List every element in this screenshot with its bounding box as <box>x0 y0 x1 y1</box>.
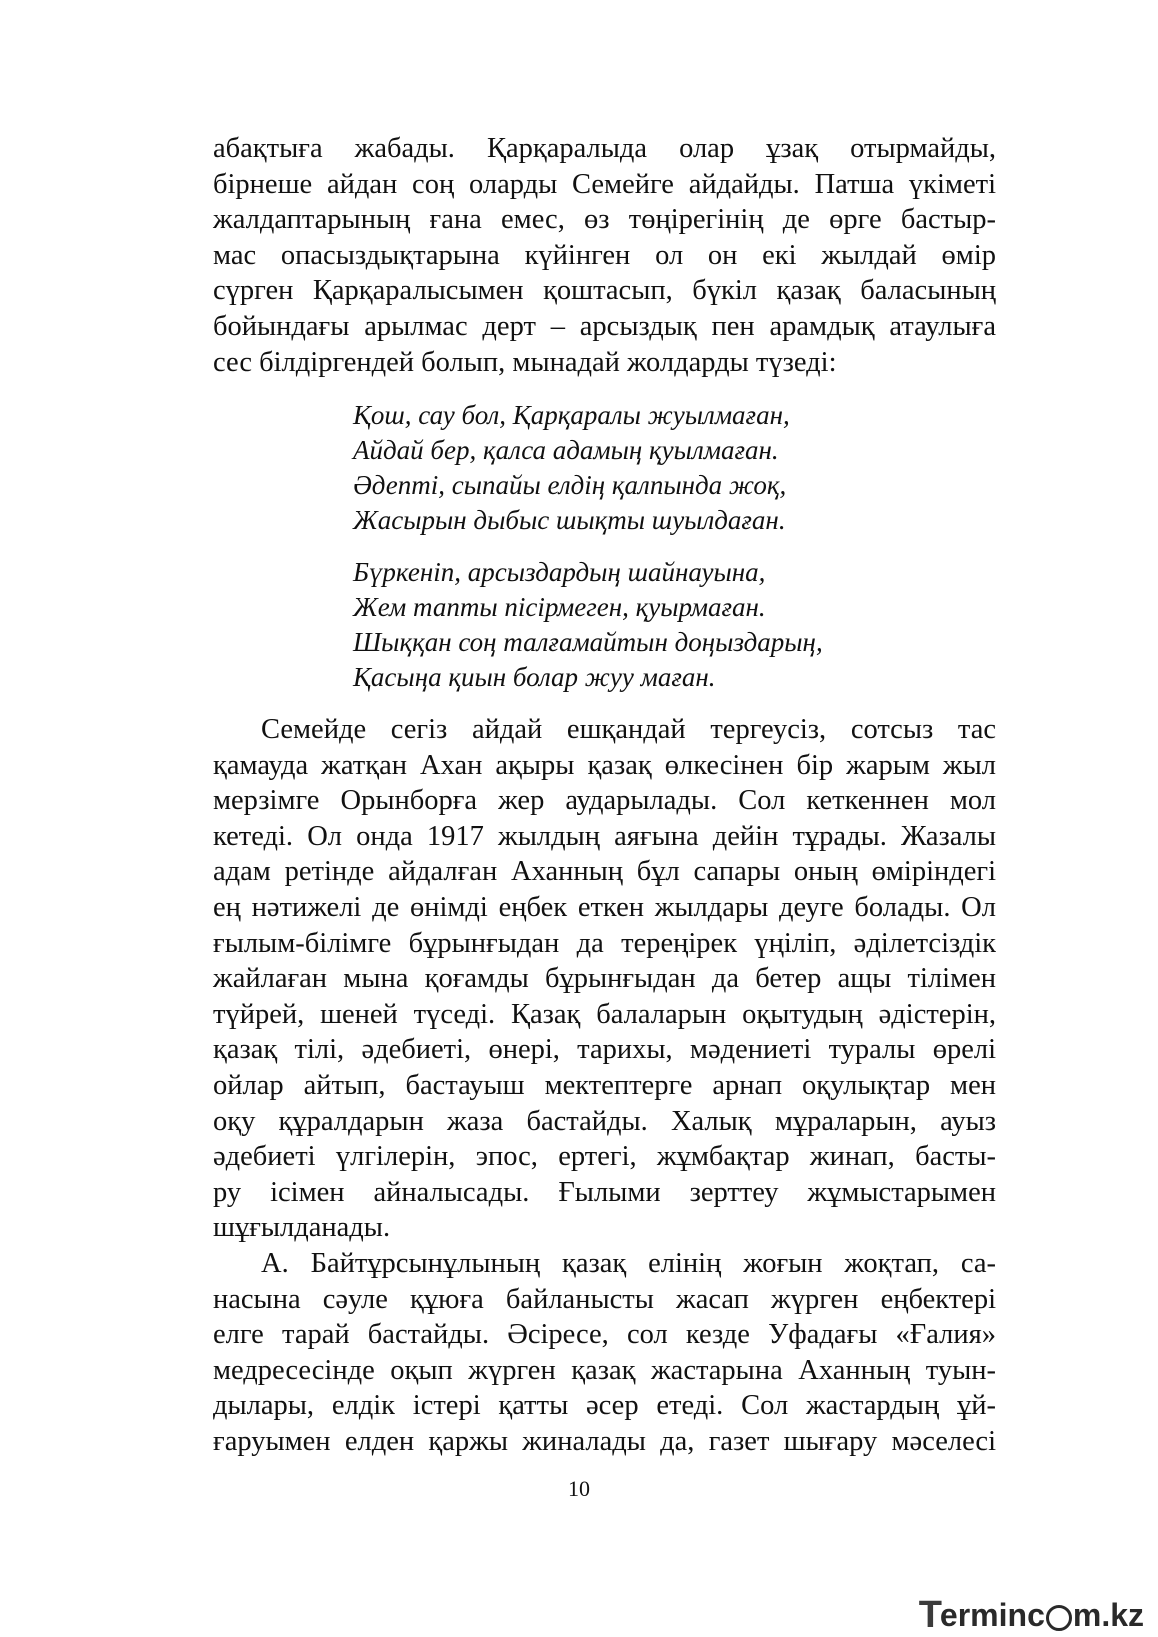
text-line: әдебиеті үлгілерін, эпос, ертегі, жұмбақтар жинап, басты- <box>213 1141 996 1173</box>
text-line: ең нәтижелі де өнімді еңбек еткен жылдары деуге болады. Ол <box>213 891 996 923</box>
text-line: адам ретінде айдалған Аханның бұл сапары оның өміріндегі <box>213 856 996 888</box>
page-number: 10 <box>568 1476 590 1501</box>
text-line: сүрген Қарқаралысымен қоштасып, бүкіл қазақ баласының <box>213 275 996 307</box>
text-line: дылары, елдік істері қатты әсер етеді. Сол жастардың ұй- <box>213 1390 996 1422</box>
text-line: абақтыға жабады. Қарқаралыда олар ұзақ отырмайды, <box>213 133 996 164</box>
watermark-logo <box>919 1594 1144 1637</box>
text-line: ғылым-білімге бұрынғыдан да тереңірек үңіліп, әділетсіздік <box>213 927 996 959</box>
watermark-suffix: m.kz <box>1072 1597 1144 1633</box>
paragraph-2 <box>213 712 996 1246</box>
watermark-prefix: T <box>918 1594 942 1636</box>
text-line: ру ісімен айналысады. Ғылыми зерттеу жұмыстарымен <box>213 1176 996 1208</box>
poem-line: Шыққан соң талғамайтын доңыздарың, <box>353 627 823 657</box>
text-line: оқу құралдарын жаза бастайды. Халық мұраларын, ауыз <box>213 1105 996 1137</box>
text-line: жалдаптарының ғана емес, өз төңірегінің де өрге бастыр- <box>213 204 996 236</box>
text-line: қазақ тілі, әдебиеті, өнері, тарихы, мәдениеті туралы өрелі <box>213 1034 996 1066</box>
poem-stanza-1 <box>353 398 913 538</box>
paragraph-3 <box>213 1246 996 1460</box>
text-line: ойлар айтып, бастауыш мектептерге арнап оқулықтар мен <box>213 1069 996 1101</box>
poem-line: Бүркеніп, арсыздардың шайнауына, <box>353 557 766 587</box>
text-line: қамауда жатқан Ахан ақыры қазақ өлкесінен бір жарым жыл <box>213 749 996 781</box>
poem-line: Жасырын дыбыс шықты шуылдаған. <box>353 505 786 535</box>
poem-line: Қасыңа қиын болар жуу маған. <box>353 662 716 692</box>
poem-line: Жем тапты пісірмеген, қуырмаған. <box>353 592 766 622</box>
text-line: медресесінде оқып жүрген қазақ жастарына Аханның туын- <box>213 1354 996 1386</box>
text-line: бойындағы арылмас дерт – арсыздық пен арамдық атаулыға <box>213 310 996 342</box>
text-line: түйрей, шеней түседі. Қазақ балаларын оқытудың әдістерін, <box>213 998 996 1030</box>
poem-line: Айдай бер, қалса адамың қуылмаған. <box>353 435 779 465</box>
text-line: насына сәуле құюға байланысты жасап жүрген еңбектері <box>213 1283 996 1315</box>
text-line: елге тарай бастайды. Әсіресе, сол кезде Уфадағы «Ғалия» <box>213 1319 996 1351</box>
magnifier-icon <box>1046 1605 1072 1631</box>
text-line: Семейде сегіз айдай ешқандай тергеусіз, сотсыз тас <box>261 714 996 745</box>
text-line: бірнеше айдан соң оларды Семейге айдайды. Патша үкіметі <box>213 168 996 200</box>
poem-line: Әдепті, сыпайы елдің қалпында жоқ, <box>353 470 787 500</box>
text-line: кетеді. Ол онда 1917 жылдың аяғына дейін тұрады. Жазалы <box>213 820 996 852</box>
poem-line: Қош, сау бол, Қарқаралы жуылмаған, <box>353 400 790 430</box>
text-line: сес білдіргендей болып, мынадай жолдарды түзеді: <box>213 346 837 378</box>
text-line: жайлаған мына қоғамды бұрынғыдан да бетер ащы тілімен <box>213 963 996 995</box>
text-line: А. Байтұрсынұлының қазақ елінің жоғын жоқтап, са- <box>261 1248 996 1279</box>
text-line: шұғылданады. <box>213 1212 391 1244</box>
text-line: мас опасыздықтарына күйінген ол он екі жылдай өмір <box>213 239 996 271</box>
poem-stanza-2 <box>353 555 913 695</box>
text-line: ғаруымен елден қаржы жиналады да, газет шығару мәселесі <box>213 1425 996 1457</box>
watermark-middle: erminc <box>939 1597 1045 1633</box>
text-line: мерзімге Орынборға жер аударылады. Сол кеткеннен мол <box>213 785 996 817</box>
paragraph-1 <box>213 131 996 380</box>
